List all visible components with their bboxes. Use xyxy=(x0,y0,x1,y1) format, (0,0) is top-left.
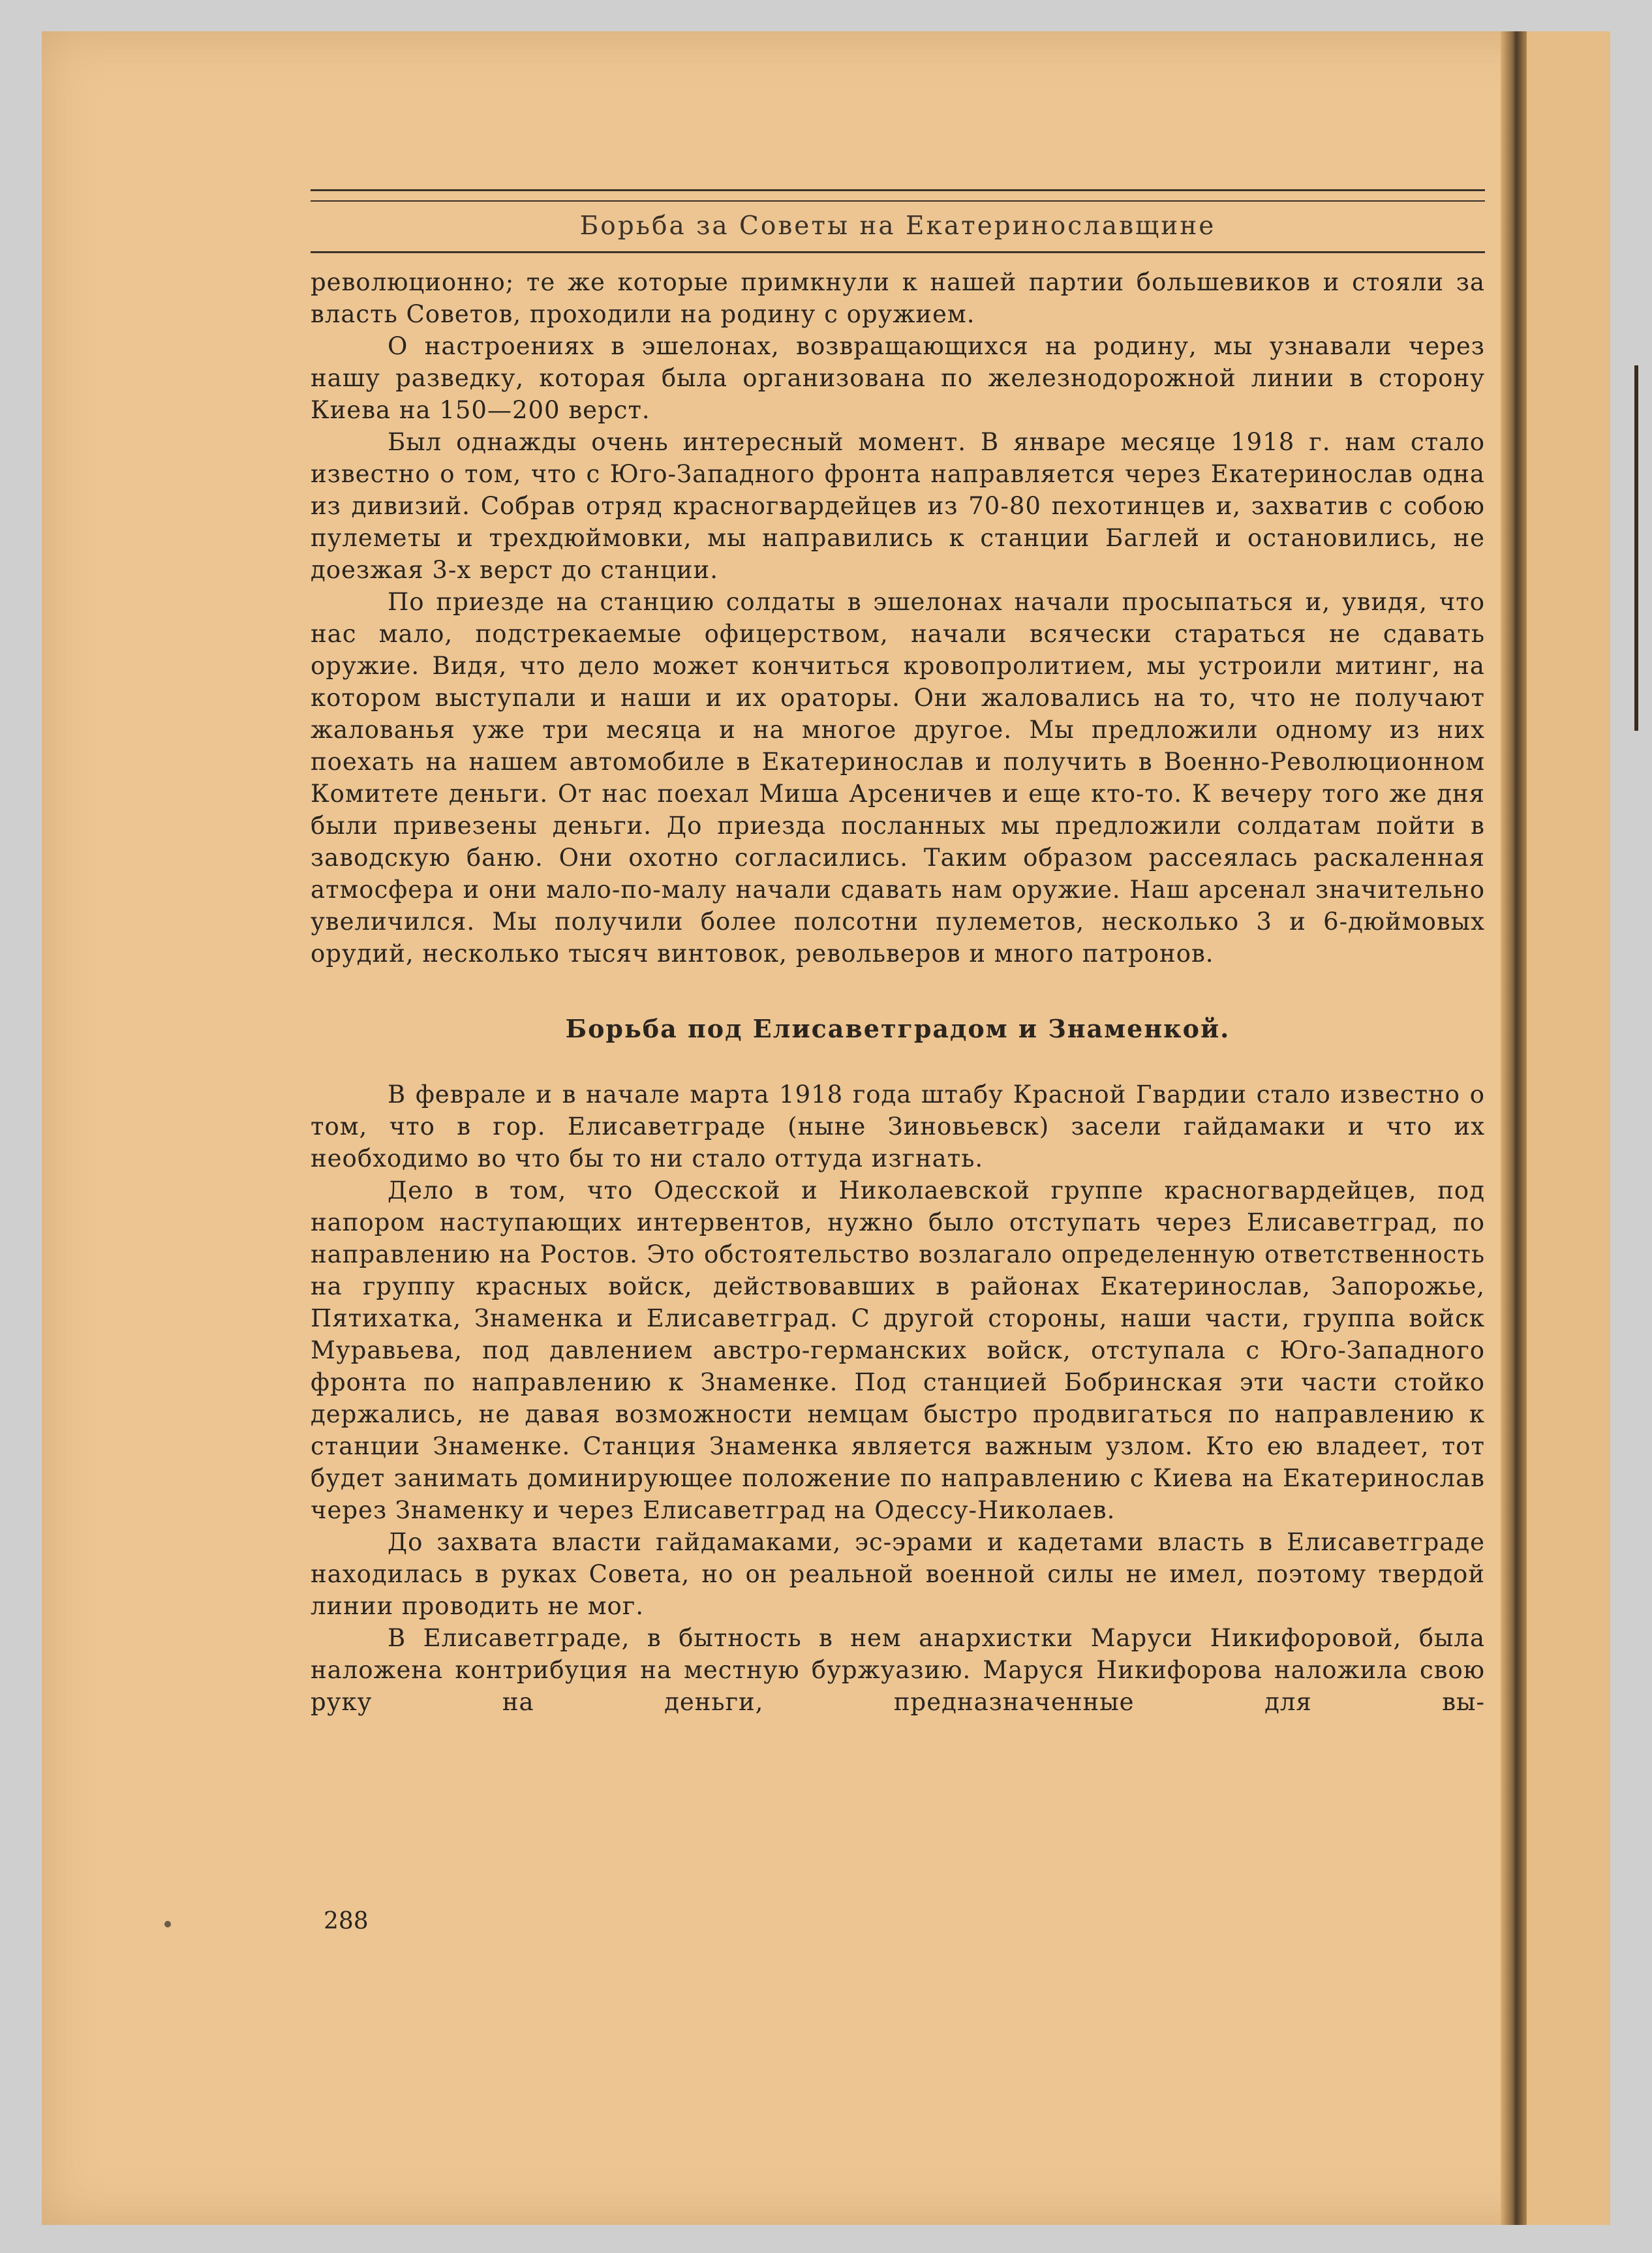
header-rule xyxy=(311,251,1485,253)
paragraph: Дело в том, что Одесской и Николаевской группе красногвардейцев, под напором наступающих интервентов, нужно было отступать через Елисаветград, по направлению на Ростов. Это обстоятельство возлагало определенную ответственность на группу красных войск, действовавших в районах Екатеринослав, Запорожье, Пятихатка, Знаменка и Елисаветград. С другой стороны, наши части, группа войск Муравьева, под давлением австро-германских войск, отступала с Юго-Западного фронта по направлению к Знаменке. Под станцией Бобринская эти части стойко держались, не давая возможности немцам быстро продвигаться по направлению к станции Знаменке. Станция Знаменка является важным узлом. Кто ею владеет, тот будет занимать доминирующее положение по направлению с Киева на Екатеринослав через Знаменку и через Елисаветград на Одессу-Николаев. xyxy=(311,1176,1485,1524)
page-content xyxy=(311,189,1485,2147)
paragraph: В феврале и в начале марта 1918 года штабу Красной Гвардии стало известно о том, что в гор. Елисаветграде (ныне Зиновьевск) засели гайдамаки и что их необходимо во что бы то ни стало оттуда изгнать. xyxy=(311,1081,1485,1172)
paragraph: Был однажды очень интересный момент. В январе месяце 1918 г. нам стало известно о том, что с Юго-Западного фронта направляется через Екатеринослав одна из дивизий. Собрав отряд красногвардейцев из 70-80 пехотинцев и, захватив с собою пулеметы и трехдюймовки, мы направились к станции Баглей и остановились, не доезжая 3-х верст до станции. xyxy=(311,428,1485,584)
paragraph: революционно; те же которые примкнули к нашей партии большевиков и стояли за власть Советов, проходили на родину с оружием. xyxy=(311,268,1485,328)
paragraph: О настроениях в эшелонах, возвращающихся на родину, мы узнавали через нашу разведку, которая была организована по железнодорожной линии в сторону Киева на 150—200 верст. xyxy=(311,332,1485,424)
book-spine xyxy=(1501,31,1527,2225)
header-double-rule xyxy=(311,189,1485,202)
paragraph: В Елисаветграде, в бытность в нем анархистки Маруси Никифоровой, была наложена контрибуция на местную буржуазию. Маруся Никифорова наложила свою руку на деньги, предназначенные для вы- xyxy=(311,1624,1485,1716)
page-number: 288 xyxy=(324,1908,369,1935)
paragraph: По приезде на станцию солдаты в эшелонах начали просыпаться и, увидя, что нас мало, подстрекаемые офицерством, начали всячески стараться не сдавать оружие. Видя, что дело может кончиться кровопролитием, мы устроили митинг, на котором выступали и наши и их ораторы. Они жаловались на то, что не получают жалованья уже три месяца и на многое другое. Мы предложили одному из них поехать на нашем автомобиле в Екатеринослав и получить в Военно-Революционном Комитете деньги. От нас поехал Миша Арсеничев и еще кто-то. К вечеру того же дня были привезены деньги. До приезда посланных мы предложили солдатам пойти в заводскую баню. Они охотно согласились. Таким образом рассеялась раскаленная атмосфера и они мало-по-малу начали сдавать нам оружие. Наш арсенал значительно увеличился. Мы получили более полсотни пулеметов, несколько 3 и 6-дюймовых орудий, несколько тысяч винтовок, револьверов и много патронов. xyxy=(311,588,1485,968)
paragraph: До захвата власти гайдамаками, эс-эрами и кадетами власть в Елисаветграде находилась в руках Совета, но он реальной военной силы не имел, поэтому твердой линии проводить не мог. xyxy=(311,1528,1485,1620)
running-head: Борьба за Советы на Екатеринославщине xyxy=(579,211,1216,241)
facing-page-edge xyxy=(1527,31,1610,2225)
body-text xyxy=(311,266,1485,1718)
facing-page-print-mark xyxy=(1634,365,1638,731)
section-heading: Борьба под Елисаветградом и Знаменкой. xyxy=(565,1014,1231,1043)
paper-speck xyxy=(164,1921,171,1927)
